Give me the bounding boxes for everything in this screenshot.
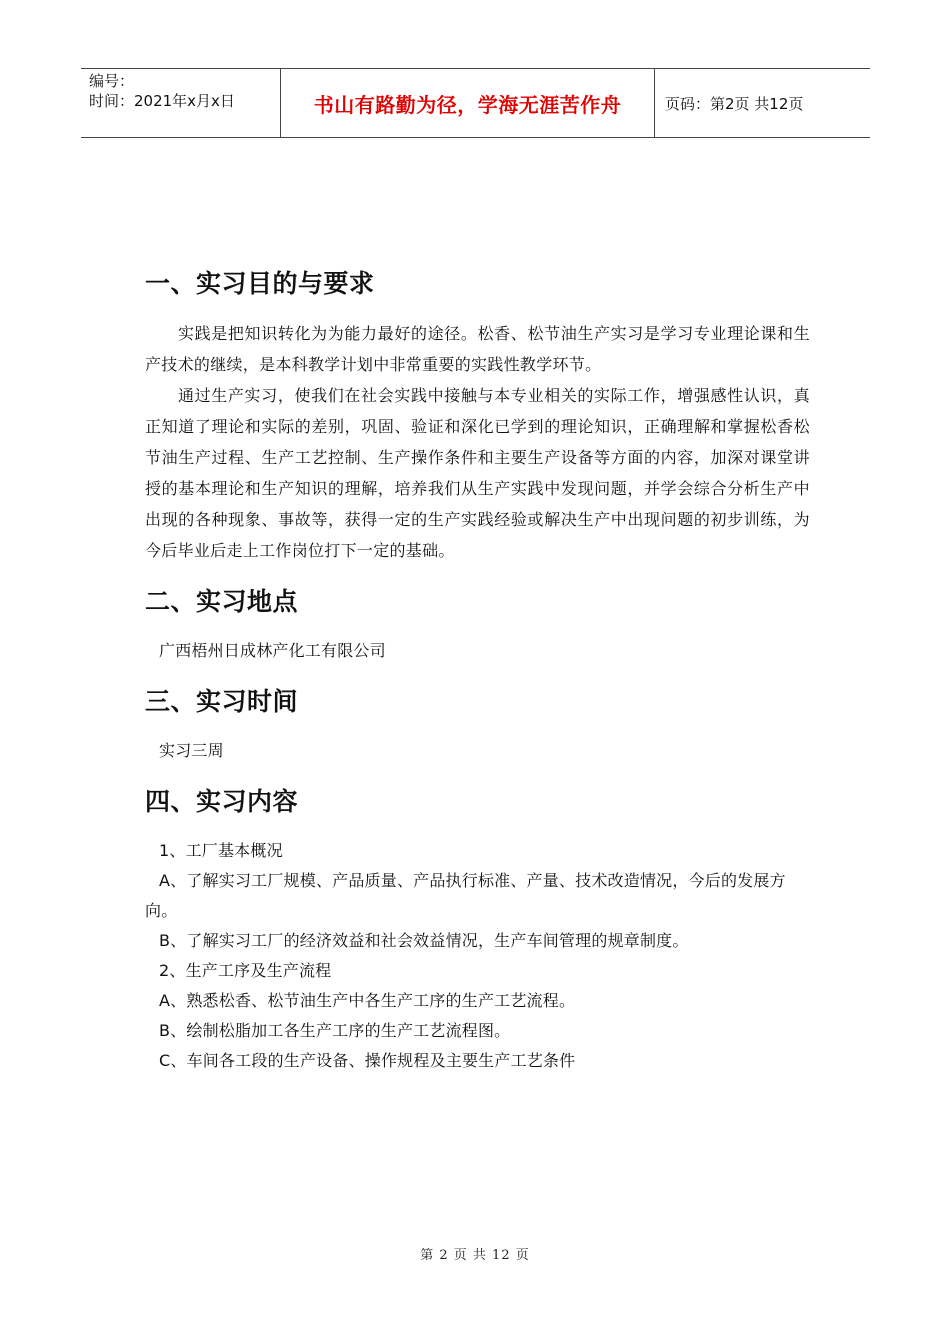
time-label: 时间：2021年x月x日 xyxy=(89,92,235,110)
time-text: 实习三周 xyxy=(159,741,224,760)
number-label: 编号： xyxy=(89,72,135,90)
header-page-code: 页码：第2页 共12页 xyxy=(665,94,804,113)
document-header xyxy=(81,68,870,138)
location-text: 广西梧州日成林产化工有限公司 xyxy=(159,641,386,660)
content-item: 2、生产工序及生产流程 xyxy=(159,961,332,980)
section-title-time: 三、实习时间 xyxy=(145,687,299,716)
content-item: A、了解实习工厂规模、产品质量、产品执行标准、产量、技术改造情况，今后的发展方向。 xyxy=(145,871,786,920)
purpose-paragraph-1: 实践是把知识转化为为能力最好的途径。松香、松节油生产实习是学习专业理论课和生产技术的继续，是本科教学计划中非常重要的实践性教学环节。 xyxy=(145,324,810,374)
content-item: A、熟悉松香、松节油生产中各生产工序的生产工艺流程。 xyxy=(159,991,576,1010)
section-title-location: 二、实习地点 xyxy=(145,587,299,616)
purpose-paragraph-2: 通过生产实习，使我们在社会实践中接触与本专业相关的实际工作，增强感性认识，真正知道了理论和实际的差别，巩固、验证和深化已学到的理论知识，正确理解和掌握松香松节油生产过程、生产工艺控制、生产操作条件和主要生产设备等方面的内容，加深对课堂讲授的基本理论和生产知识的理解，培养我们从生产实践中发现问题，并学会综合分析生产中出现的各种现象、事故等，获得一定的生产实践经验或解决生产中出现问题的初步训练，为今后毕业后走上工作岗位打下一定的基础。 xyxy=(145,386,810,560)
content-item: B、绘制松脂加工各生产工序的生产工艺流程图。 xyxy=(159,1021,511,1040)
page-footer: 第 2 页 共 12 页 xyxy=(420,1248,530,1263)
section-title-content: 四、实习内容 xyxy=(145,787,299,816)
content-item: B、了解实习工厂的经济效益和社会效益情况，生产车间管理的规章制度。 xyxy=(159,931,689,950)
content-item: 1、工厂基本概况 xyxy=(159,841,283,860)
header-meta xyxy=(81,69,281,137)
document-body xyxy=(145,262,810,1076)
section-title-purpose: 一、实习目的与要求 xyxy=(145,269,375,298)
header-motto: 书山有路勤为径，学海无涯苦作舟 xyxy=(281,69,655,137)
content-item: C、车间各工段的生产设备、操作规程及主要生产工艺条件 xyxy=(159,1051,576,1070)
